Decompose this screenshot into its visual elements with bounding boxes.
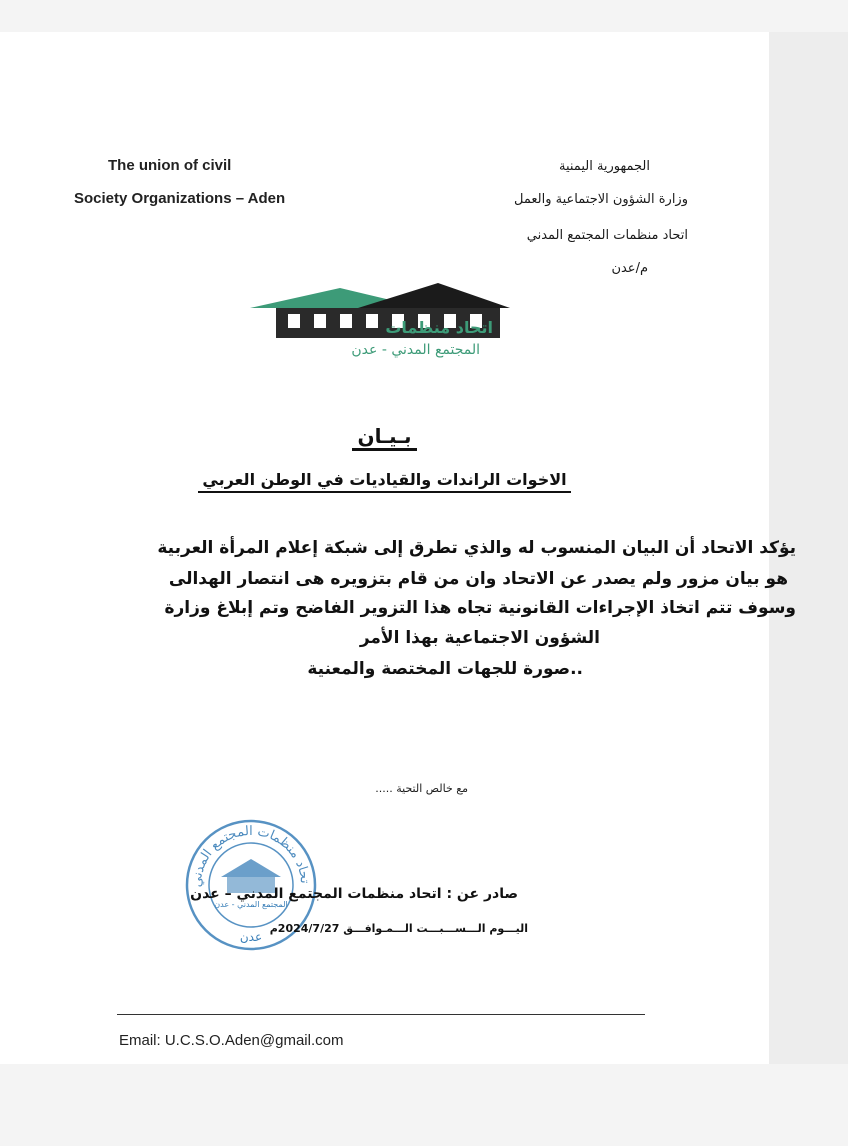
statement-line-2: هو بيان مزور ولم يصدر عن الاتحاد وان من قام بتزويره هى انتصار الهدالى: [168, 569, 788, 589]
arabic-header-line4: م/عدن: [611, 261, 648, 276]
issuer-line: صادر عن : اتحاد منظمات المجتمع المدني – عدن: [190, 886, 518, 902]
arabic-header-line1: الجمهورية اليمنية: [558, 159, 650, 174]
date-line: اليـــوم الـــســـبـــت الـــمـوافـــق 2024/7/27م: [269, 922, 528, 935]
statement-subheading-text: الاخوات الراندات والقياديات في الوطن العربي: [198, 470, 570, 493]
stamp-ring-text: تحاد منظمات المجتمع المدني: [189, 823, 312, 888]
statement-subheading: [0, 470, 769, 489]
stamp-bottom-text: عدن: [239, 930, 263, 944]
organization-logo: [248, 278, 510, 358]
arabic-header-line3: اتحاد منظمات المجتمع المدني: [526, 228, 688, 243]
english-header-line2: Society Organizations – Aden: [74, 190, 286, 207]
closing-greeting: مع خالص التحية .....: [375, 782, 468, 795]
statement-line-4: الشؤون الاجتماعية بهذا الأمر: [359, 628, 600, 648]
statement-line-1: يؤكد الاتحاد أن البيان المنسوب له والذي تطرق إلى شبكة إعلام المرأة العربية: [157, 538, 796, 558]
english-header-line1: The union of civil: [108, 157, 232, 174]
statement-heading-text: بـيـان: [352, 424, 418, 451]
statement-line-5: ..صورة للجهات المختصة والمعنية: [307, 659, 583, 679]
statement-heading: [0, 424, 769, 448]
logo-main-text: اتحاد منظمات: [385, 318, 493, 337]
footer-divider: [117, 1014, 645, 1015]
stamp-inner-text: المجتمع المدني - عدن: [214, 900, 288, 909]
arabic-header-line2: وزارة الشؤون الاجتماعية والعمل: [514, 192, 688, 207]
statement-line-3: وسوف تتم اتخاذ الإجراءات القانونية تجاه هذا التزوير الفاضح وتم إبلاغ وزارة: [164, 598, 796, 618]
footer-email: Email: U.C.S.O.Aden@gmail.com: [119, 1032, 344, 1049]
logo-sub-text: المجتمع المدني - عدن: [351, 342, 480, 358]
